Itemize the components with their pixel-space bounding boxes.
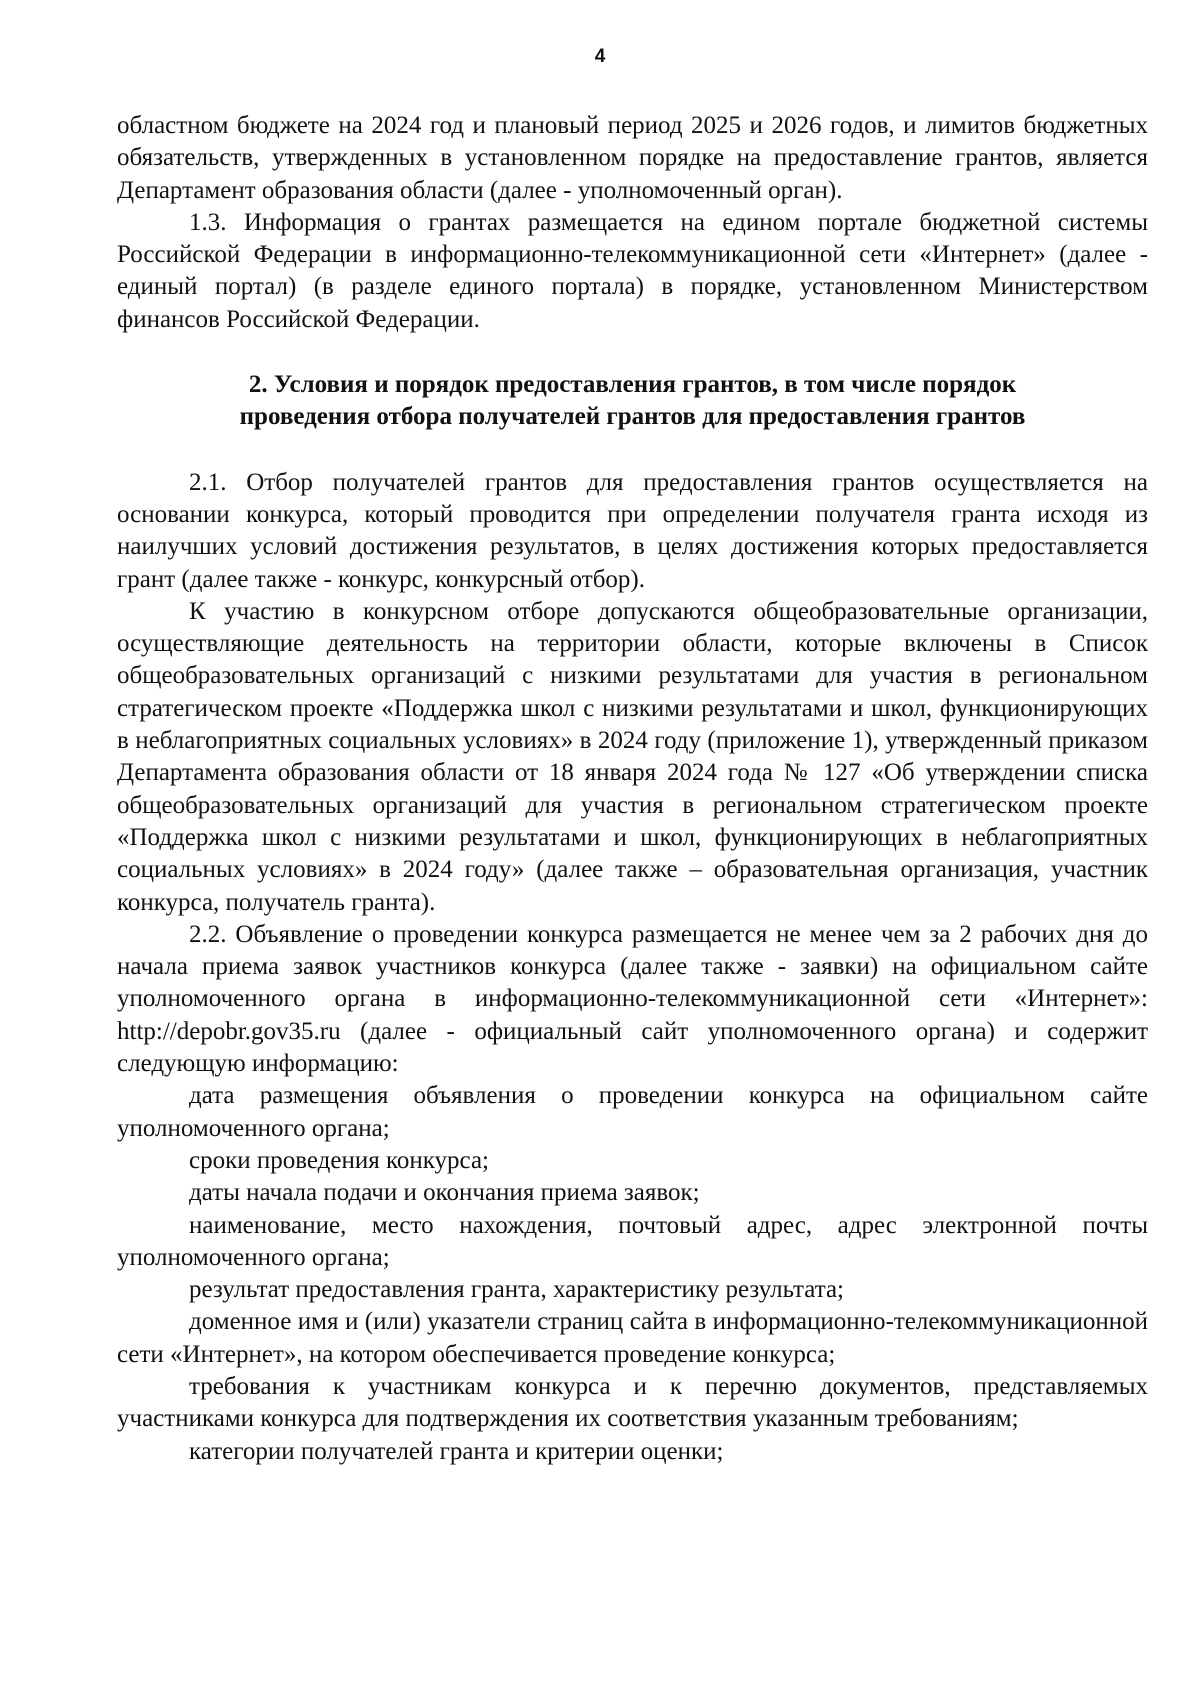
paragraph-1-3: 1.3. Информация о грантах размещается на едином портале бюджетной системы Российской Федерации в информационно-телекоммуникационной сети «Интернет» (далее - единый портал) (в разделе единого портала) в порядке, установленном Министерством финансов Российской Федерации. <box>117 208 1148 333</box>
list-item: дата размещения объявления о проведении конкурса на официальном сайте уполномоченного органа; <box>117 1082 1148 1142</box>
paragraph-participants: К участию в конкурсном отборе допускаются общеобразовательные организации, осуществляющие деятельность на территории области, которые включены в Список общеобразовательных организаций с низкими результатами для участия в региональном стратегическом проекте «Поддержка школ с низкими результатами и школ, функционирующих в неблагоприятных социальных условиях» в 2024 году (приложение 1), утвержденный приказом Департамента образования области от 18 января 2024 года № 127 «Об утверждении списка общеобразовательных организаций для участия в региональном стратегическом проекте «Поддержка школ с низкими результатами и школ, функционирующих в неблагоприятных социальных условиях» в 2024 году» (далее также – образовательная организация, участник конкурса, получатель гранта). <box>117 597 1148 916</box>
list-item: наименование, место нахождения, почтовый адрес, адрес электронной почты уполномоченного органа; <box>117 1211 1148 1271</box>
page-number: 4 <box>594 46 606 67</box>
section-heading <box>117 369 1148 434</box>
paragraph-2-1: 2.1. Отбор получателей грантов для предоставления грантов осуществляется на основании конкурса, который проводится при определении получателя гранта исходя из наилучших условий достижения результатов, в целях достижения которых предоставляется грант (далее также - конкурс, конкурсный отбор). <box>117 468 1148 593</box>
section-heading-line: 2. Условия и порядок предоставления грантов, в том числе порядок <box>248 371 1017 399</box>
section-heading-line: проведения отбора получателей грантов для предоставления грантов <box>239 403 1026 431</box>
list-item: доменное имя и (или) указатели страниц сайта в информационно-телекоммуникационной сети «Интернет», на котором обеспечивается проведение конкурса; <box>117 1308 1148 1368</box>
list-item: требования к участникам конкурса и к перечню документов, представляемых участниками конкурса для подтверждения их соответствия указанным требованиям; <box>117 1372 1148 1433</box>
list-item: категории получателей гранта и критерии оценки; <box>189 1437 724 1465</box>
list-item: сроки проведения конкурса; <box>189 1146 489 1174</box>
document-body <box>117 110 1148 1468</box>
paragraph-2-2: 2.2. Объявление о проведении конкурса размещается не менее чем за 2 рабочих дня до начала приема заявок участников конкурса (далее также - заявки) на официальном сайте уполномоченного органа в информационно-телекоммуникационной сети «Интернет»: http://depobr.gov35.ru (далее - официальный сайт уполномоченного органа) и содержит следующую информацию: <box>117 920 1148 1078</box>
list-item: даты начала подачи и окончания приема заявок; <box>189 1179 700 1207</box>
list-item: результат предоставления гранта, характеристику результата; <box>189 1276 845 1304</box>
paragraph-continuation: областном бюджете на 2024 год и плановый период 2025 и 2026 годов, и лимитов бюджетных обязательств, утвержденных в установленном порядке на предоставление грантов, является Департамент образования области (далее - уполномоченный орган). <box>117 112 1148 204</box>
